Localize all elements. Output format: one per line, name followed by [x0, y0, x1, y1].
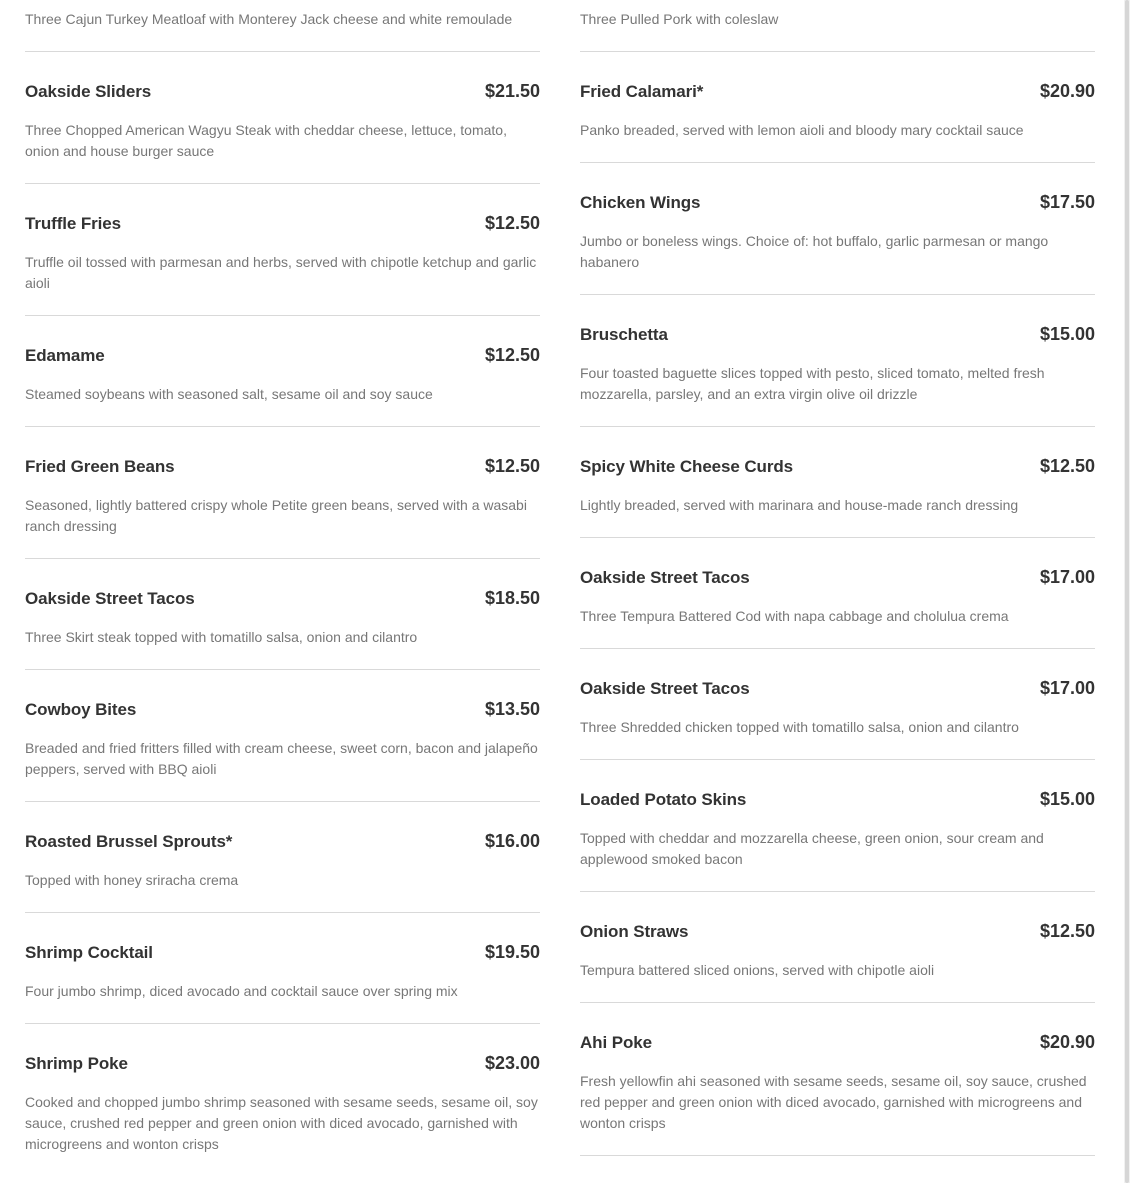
menu-item-description: Panko breaded, served with lemon aioli and bloody mary cocktail sauce [580, 122, 1024, 138]
menu-item-description: Breaded and fried fritters filled with cream cheese, sweet corn, bacon and jalapeño peppers, served with BBQ aioli [25, 740, 538, 777]
menu-item [580, 163, 1095, 295]
menu-item-price: $13.50 [484, 699, 540, 719]
menu-item-name: Fried Green Beans [25, 457, 175, 476]
menu-item-description: Four toasted baguette slices topped with pesto, sliced tomato, melted fresh mozzarella, parsley, and an extra virgin olive oil drizzle [580, 365, 1045, 402]
menu-item-price: $12.50 [1039, 921, 1095, 941]
menu-item-name: Shrimp Cocktail [25, 943, 153, 962]
menu-item-name: Edamame [25, 346, 105, 365]
menu-item-description: Tempura battered sliced onions, served with chipotle aioli [580, 962, 935, 978]
menu-item [25, 52, 540, 184]
menu-item [580, 760, 1095, 892]
menu-item-description: Truffle oil tossed with parmesan and herbs, served with chipotle ketchup and garlic aioli [25, 254, 537, 291]
menu-item-name: Loaded Potato Skins [580, 790, 747, 809]
menu-item-description: Three Cajun Turkey Meatloaf with Monterey Jack cheese and white remoulade [25, 11, 513, 27]
menu-item-name: Chicken Wings [580, 193, 701, 212]
menu-item-description: Three Skirt steak topped with tomatillo salsa, onion and cilantro [25, 629, 418, 645]
menu-item-description: Topped with honey sriracha crema [25, 872, 239, 888]
menu-item [25, 184, 540, 316]
menu-item-name: Cowboy Bites [25, 700, 137, 719]
menu-item-description: Three Tempura Battered Cod with napa cabbage and cholulua crema [580, 608, 1009, 624]
menu-item-name: Truffle Fries [25, 214, 122, 233]
menu-item-description: Lightly breaded, served with marinara and house-made ranch dressing [580, 497, 1019, 513]
menu-item-name: Roasted Brussel Sprouts* [25, 832, 233, 851]
scrollbar[interactable] [1124, 0, 1130, 1183]
menu-item [580, 1003, 1095, 1156]
menu-item-price: $23.00 [484, 1053, 540, 1073]
menu-item [25, 559, 540, 670]
menu-item-price: $12.50 [484, 456, 540, 476]
menu-item-price: $12.50 [484, 345, 540, 365]
menu-column-right [580, 0, 1095, 1156]
menu-item-name: Ahi Poke [580, 1033, 652, 1052]
menu-item [25, 427, 540, 559]
menu-item-price: $20.90 [1039, 81, 1095, 101]
menu-item [25, 316, 540, 427]
menu-item-name: Onion Straws [580, 922, 689, 941]
menu-item [25, 670, 540, 802]
menu-item-price: $16.00 [484, 831, 540, 851]
menu-item-description: Topped with cheddar and mozzarella cheese, green onion, sour cream and applewood smoked bacon [580, 830, 1044, 867]
menu-item [580, 295, 1095, 427]
menu-item-name: Shrimp Poke [25, 1054, 128, 1073]
menu-item-name: Oakside Street Tacos [580, 568, 750, 587]
menu-item [580, 427, 1095, 538]
menu-item-description: Cooked and chopped jumbo shrimp seasoned with sesame seeds, sesame oil, soy sauce, crushed red pepper and green onion with diced avocado, garnished with microgreens and wonton crisps [25, 1094, 538, 1152]
menu-item-price: $17.50 [1039, 192, 1095, 212]
menu-item-description: Three Pulled Pork with coleslaw [580, 11, 779, 27]
menu-column-left [25, 0, 540, 1176]
menu-item [580, 538, 1095, 649]
menu-item-description: Jumbo or boneless wings. Choice of: hot buffalo, garlic parmesan or mango habanero [580, 233, 1049, 270]
menu-item [25, 913, 540, 1024]
menu-item-description: Fresh yellowfin ahi seasoned with sesame seeds, sesame oil, soy sauce, crushed red pepper and green onion with diced avocado, garnished with microgreens and wonton crisps [580, 1073, 1087, 1131]
menu-item-name: Oakside Street Tacos [580, 679, 750, 698]
scrollbar-thumb[interactable] [1125, 0, 1129, 1183]
menu-item-price: $15.00 [1039, 789, 1095, 809]
menu-item-description: Four jumbo shrimp, diced avocado and cocktail sauce over spring mix [25, 983, 458, 999]
menu-item-price: $17.00 [1039, 567, 1095, 587]
menu-item-price: $12.50 [1039, 456, 1095, 476]
menu-item [25, 0, 540, 52]
menu-item [25, 802, 540, 913]
menu-item-price: $12.50 [484, 213, 540, 233]
menu-item-description: Seasoned, lightly battered crispy whole Petite green beans, served with a wasabi ranch dressing [25, 497, 527, 534]
menu-item [580, 649, 1095, 760]
menu-item-price: $19.50 [484, 942, 540, 962]
menu-item-price: $20.90 [1039, 1032, 1095, 1052]
menu-item-price: $17.00 [1039, 678, 1095, 698]
menu-item-name: Fried Calamari* [580, 82, 704, 101]
menu-item [580, 0, 1095, 52]
menu-item-price: $15.00 [1039, 324, 1095, 344]
menu-item-price: $21.50 [484, 81, 540, 101]
menu-item-price: $18.50 [484, 588, 540, 608]
menu-item-name: Oakside Sliders [25, 82, 152, 101]
menu-item [580, 892, 1095, 1003]
menu-item [25, 1024, 540, 1176]
menu-item-name: Oakside Street Tacos [25, 589, 195, 608]
menu-item-name: Spicy White Cheese Curds [580, 457, 793, 476]
menu-item-description: Three Chopped American Wagyu Steak with cheddar cheese, lettuce, tomato, onion and house burger sauce [25, 122, 507, 159]
menu-item [580, 52, 1095, 163]
menu-item-description: Three Shredded chicken topped with tomatillo salsa, onion and cilantro [580, 719, 1019, 735]
menu-item-description: Steamed soybeans with seasoned salt, sesame oil and soy sauce [25, 386, 433, 402]
menu-item-name: Bruschetta [580, 325, 668, 344]
